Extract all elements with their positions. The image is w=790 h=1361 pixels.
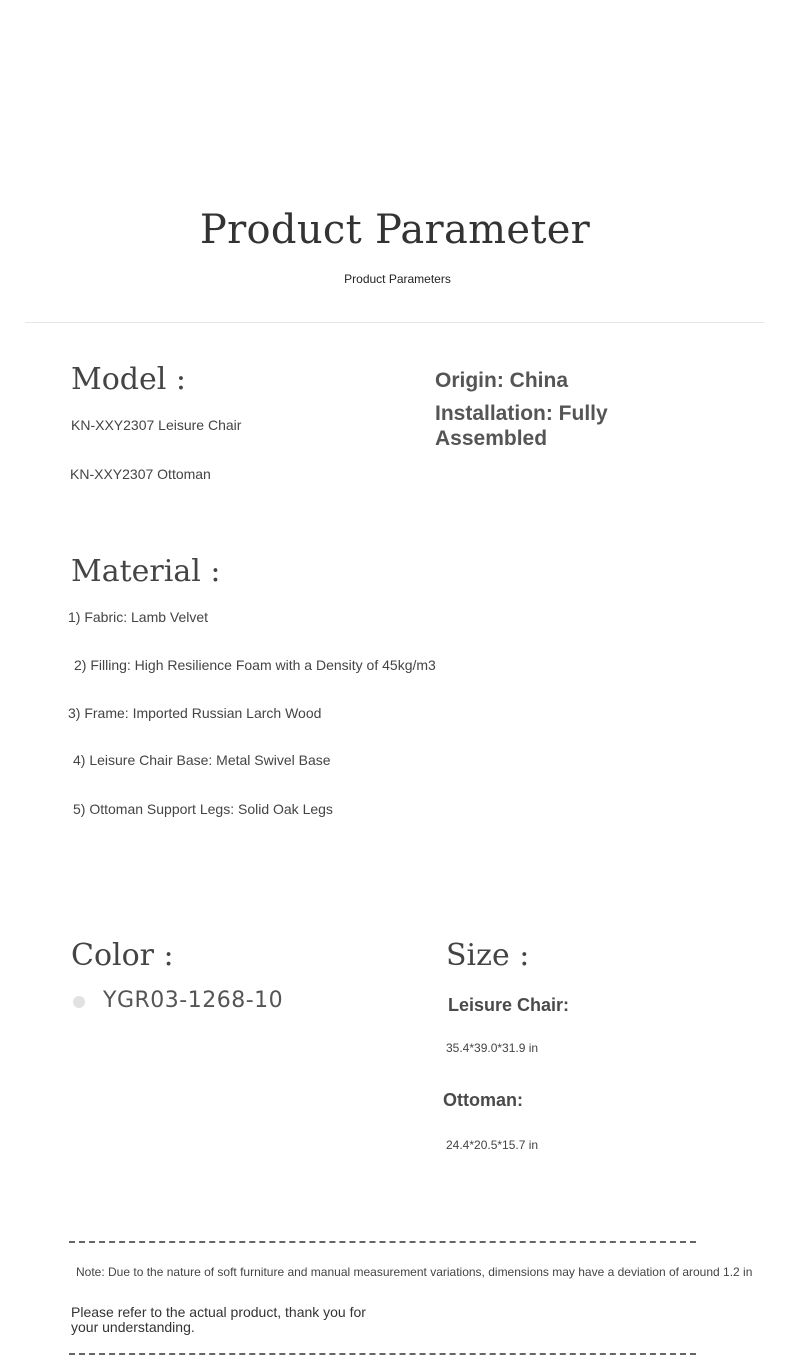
size-heading: Size : bbox=[446, 938, 530, 973]
origin-text: Origin: China bbox=[435, 369, 568, 392]
footer-thanks: Please refer to the actual product, thank you for your understanding. bbox=[71, 1304, 366, 1335]
size-ottoman-label: Ottoman: bbox=[443, 1090, 523, 1110]
footer-note: Note: Due to the nature of soft furniture and manual measurement variations, dimensions may have a deviation of around 1.2 in bbox=[76, 1265, 753, 1279]
size-chair-value: 35.4*39.0*31.9 in bbox=[446, 1041, 539, 1055]
material-item-fabric: 1) Fabric: Lamb Velvet bbox=[68, 609, 209, 625]
installation-text: Installation: Fully Assembled bbox=[435, 402, 608, 450]
size-ottoman-value: 24.4*20.5*15.7 in bbox=[446, 1138, 539, 1152]
header-divider bbox=[25, 322, 764, 323]
model-heading: Model : bbox=[71, 362, 186, 397]
material-item-base: 4) Leisure Chair Base: Metal Swivel Base bbox=[73, 752, 331, 768]
model-item-ottoman: KN-XXY2307 Ottoman bbox=[70, 466, 211, 482]
material-item-filling: 2) Filling: High Resilience Foam with a Density of 45kg/m3 bbox=[74, 657, 436, 673]
color-heading: Color : bbox=[71, 938, 174, 973]
color-code: YGR03-1268-10 bbox=[103, 988, 284, 1013]
material-item-frame: 3) Frame: Imported Russian Larch Wood bbox=[68, 705, 322, 721]
color-swatch bbox=[73, 996, 85, 1008]
footer-dashed-divider-bottom bbox=[69, 1353, 696, 1355]
page-subtitle: Product Parameters bbox=[344, 272, 451, 286]
material-heading: Material : bbox=[71, 554, 221, 589]
size-chair-label: Leisure Chair: bbox=[448, 995, 570, 1015]
material-item-legs: 5) Ottoman Support Legs: Solid Oak Legs bbox=[73, 801, 333, 817]
page-title: Product Parameter bbox=[199, 207, 591, 253]
model-item-chair: KN-XXY2307 Leisure Chair bbox=[71, 417, 242, 433]
footer-dashed-divider-top bbox=[69, 1241, 696, 1243]
